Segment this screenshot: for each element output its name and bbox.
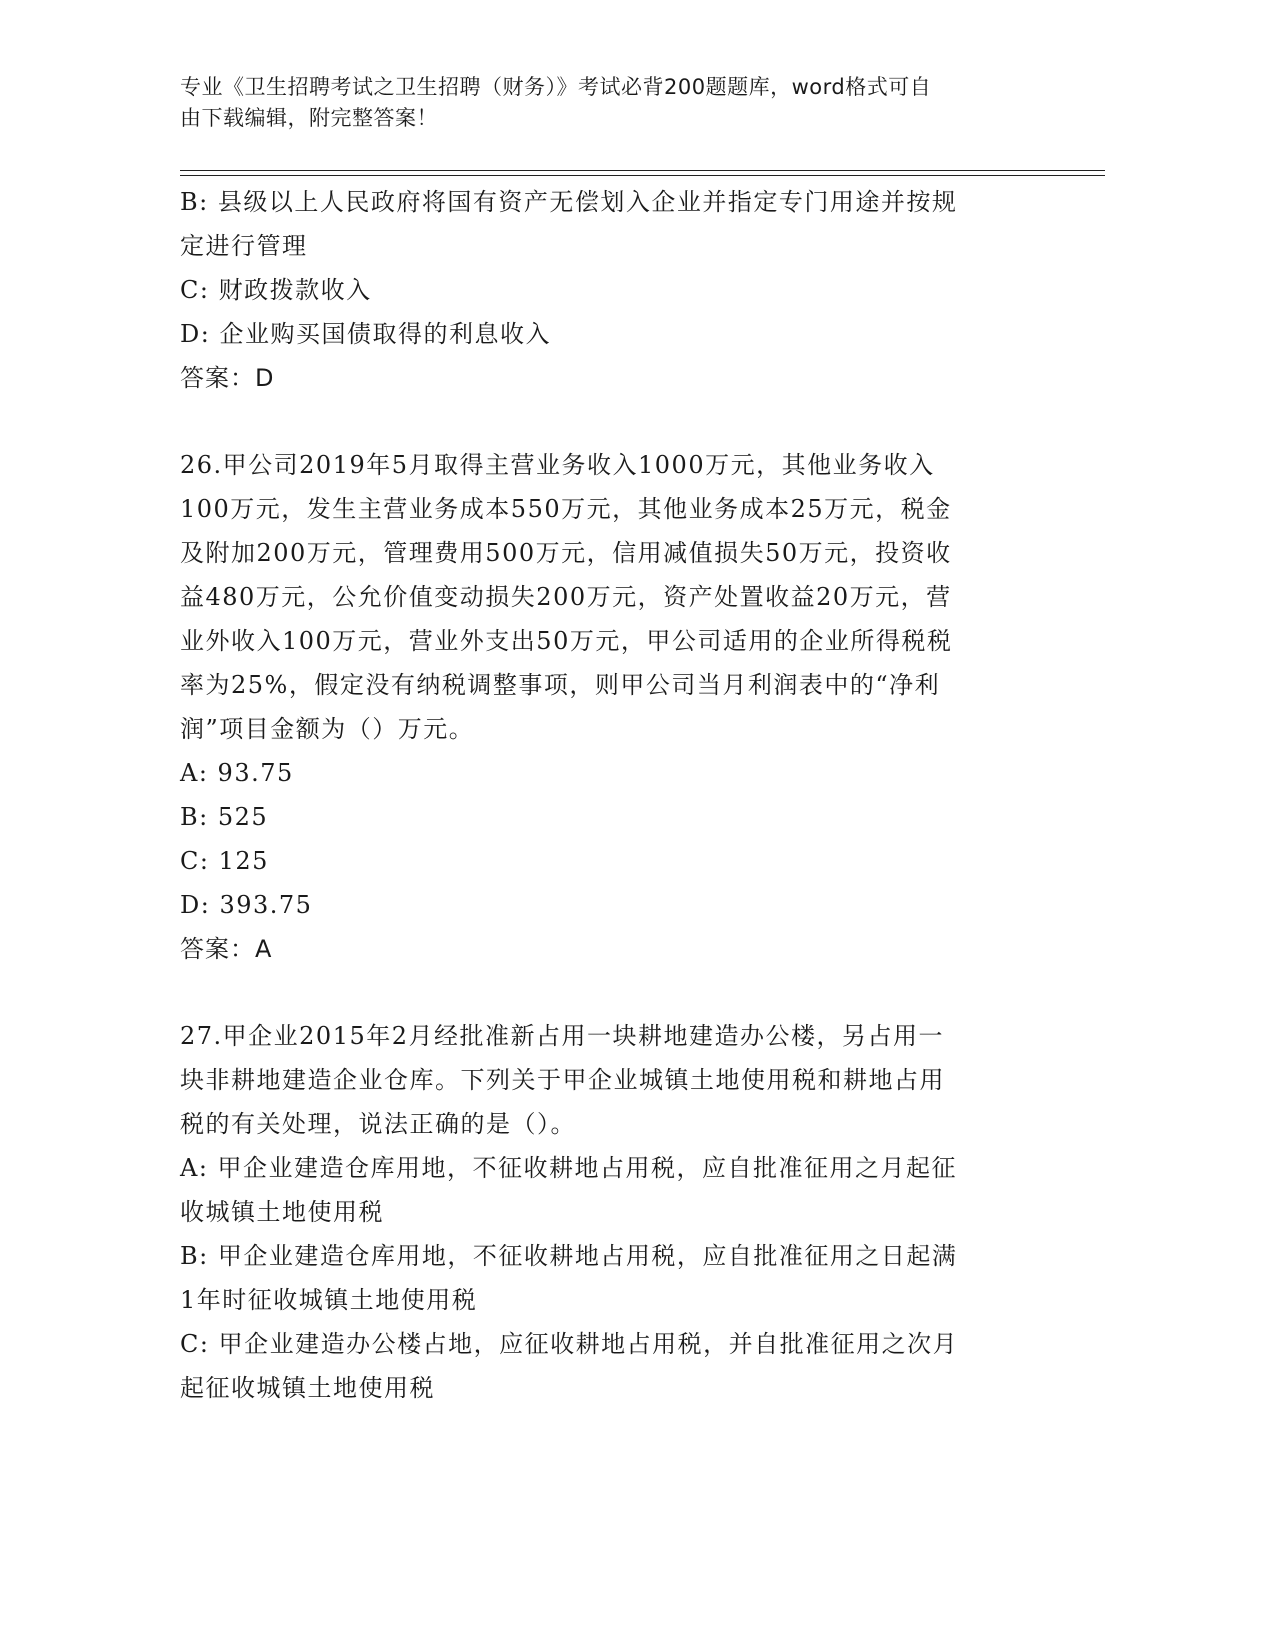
answer-label: 答案：D bbox=[180, 364, 275, 392]
option-a-line-2: 收城镇土地使用税 bbox=[180, 1198, 384, 1226]
header-divider-bottom bbox=[180, 175, 1105, 176]
document-header bbox=[180, 72, 1040, 134]
question-stem-line: 块非耕地建造企业仓库。下列关于甲企业城镇土地使用税和耕地占用 bbox=[180, 1066, 945, 1094]
option-d: D: 企业购买国债取得的利息收入 bbox=[180, 320, 551, 348]
question-content bbox=[180, 180, 1050, 1410]
question-stem-line: 率为25%，假定没有纳税调整事项，则甲公司当月利润表中的“净利 bbox=[180, 671, 941, 699]
question-27 bbox=[180, 1014, 1050, 1410]
option-b: B: 525 bbox=[180, 803, 269, 831]
spacer bbox=[180, 400, 1050, 443]
option-c: C: 财政拨款收入 bbox=[180, 276, 372, 304]
question-stem-line: 税的有关处理，说法正确的是（）。 bbox=[180, 1110, 576, 1138]
spacer bbox=[180, 971, 1050, 1014]
option-d: D: 393.75 bbox=[180, 891, 313, 919]
answer-label: 答案：A bbox=[180, 935, 273, 963]
question-stem-line: 益480万元，公允价值变动损失200万元，资产处置收益20万元，营 bbox=[180, 583, 952, 611]
question-25-tail bbox=[180, 180, 1050, 400]
question-stem-line: 26.甲公司2019年5月取得主营业务收入1000万元，其他业务收入 bbox=[180, 451, 935, 479]
option-c: C: 125 bbox=[180, 847, 269, 875]
option-b-line-1: B: 甲企业建造仓库用地，不征收耕地占用税，应自批准征用之日起满 bbox=[180, 1242, 958, 1270]
option-c-line-2: 起征收城镇土地使用税 bbox=[180, 1374, 435, 1402]
header-line-2: 由下载编辑，附完整答案！ bbox=[180, 106, 438, 130]
option-a: A: 93.75 bbox=[180, 759, 294, 787]
option-a-line-1: A: 甲企业建造仓库用地，不征收耕地占用税，应自批准征用之月起征 bbox=[180, 1154, 958, 1182]
question-26 bbox=[180, 443, 1050, 971]
question-stem-line: 100万元，发生主营业务成本550万元，其他业务成本25万元，税金 bbox=[180, 495, 952, 523]
option-b-line-2: 1年时征收城镇土地使用税 bbox=[180, 1286, 478, 1314]
question-stem-line: 业外收入100万元，营业外支出50万元，甲公司适用的企业所得税税 bbox=[180, 627, 953, 655]
option-c-line-1: C: 甲企业建造办公楼占地，应征收耕地占用税，并自批准征用之次月 bbox=[180, 1330, 959, 1358]
question-stem-line: 27.甲企业2015年2月经批准新占用一块耕地建造办公楼，另占用一 bbox=[180, 1022, 945, 1050]
header-divider-top bbox=[180, 170, 1105, 171]
header-line-1: 专业《卫生招聘考试之卫生招聘（财务）》考试必背200题题库，word格式可自 bbox=[180, 75, 932, 99]
option-b-line-2: 定进行管理 bbox=[180, 232, 308, 260]
option-b-line-1: B: 县级以上人民政府将国有资产无偿划入企业并指定专门用途并按规 bbox=[180, 188, 958, 216]
question-stem-line: 润”项目金额为（）万元。 bbox=[180, 715, 475, 743]
question-stem-line: 及附加200万元，管理费用500万元，信用减值损失50万元，投资收 bbox=[180, 539, 952, 567]
